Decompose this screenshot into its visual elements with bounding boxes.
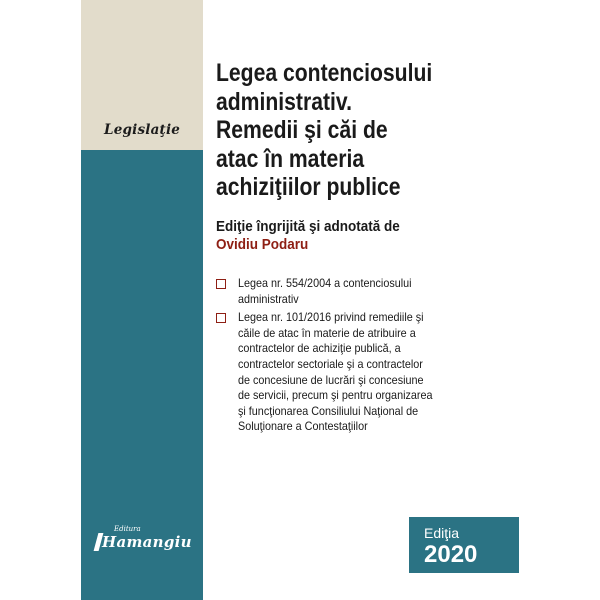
list-item-text [238,310,488,435]
publisher-logo [96,525,196,559]
edition-label: Ediţia [424,525,460,541]
list-item-line: Legea nr. 554/2004 a contenciosului [238,276,412,290]
list-item-line: de servicii, precum şi pentru organizarea [238,388,433,403]
square-outline-icon [216,313,226,323]
publisher-name: Hamangiu [102,533,192,551]
list-item-line: şi funcţionarea Consiliului Naţional de [238,403,419,418]
list-item-line: Soluţionare a Contestaţiilor [238,419,368,434]
list-item-line: contractelor sectoriale şi a contractelor [238,356,423,371]
list-item-line: administrativ [238,291,299,306]
list-item [216,276,516,307]
list-item-line: de concesiune de lucrări şi concesiune [238,372,424,387]
edition-year: 2020 [424,541,478,568]
list-item-line: Legea nr. 101/2016 privind remediile şi [238,310,424,325]
edition-badge [409,517,519,573]
title-line: Legea contenciosului [216,60,433,87]
title-line: administrativ. [216,88,352,116]
title-line: atac în materia [216,145,365,173]
square-outline-icon [216,279,226,289]
editor-credit: Ediţie îngrijită şi adnotată de [216,218,400,235]
title-line: achiziţiilor publice [216,174,401,201]
book-title [216,60,474,203]
editor-name: Ovidiu Podaru [216,236,309,253]
list-item-line: căile de atac în materie de atribuire a [238,325,416,340]
list-item-text [238,276,488,307]
title-line: Remedii şi căi de [216,117,388,144]
publisher-label: Editura [114,525,141,533]
series-label: Legislaţie [104,122,181,138]
list-item [216,310,516,435]
contents-list [216,276,516,438]
list-item-line: contractelor de achiziţie publică, a [238,341,401,356]
